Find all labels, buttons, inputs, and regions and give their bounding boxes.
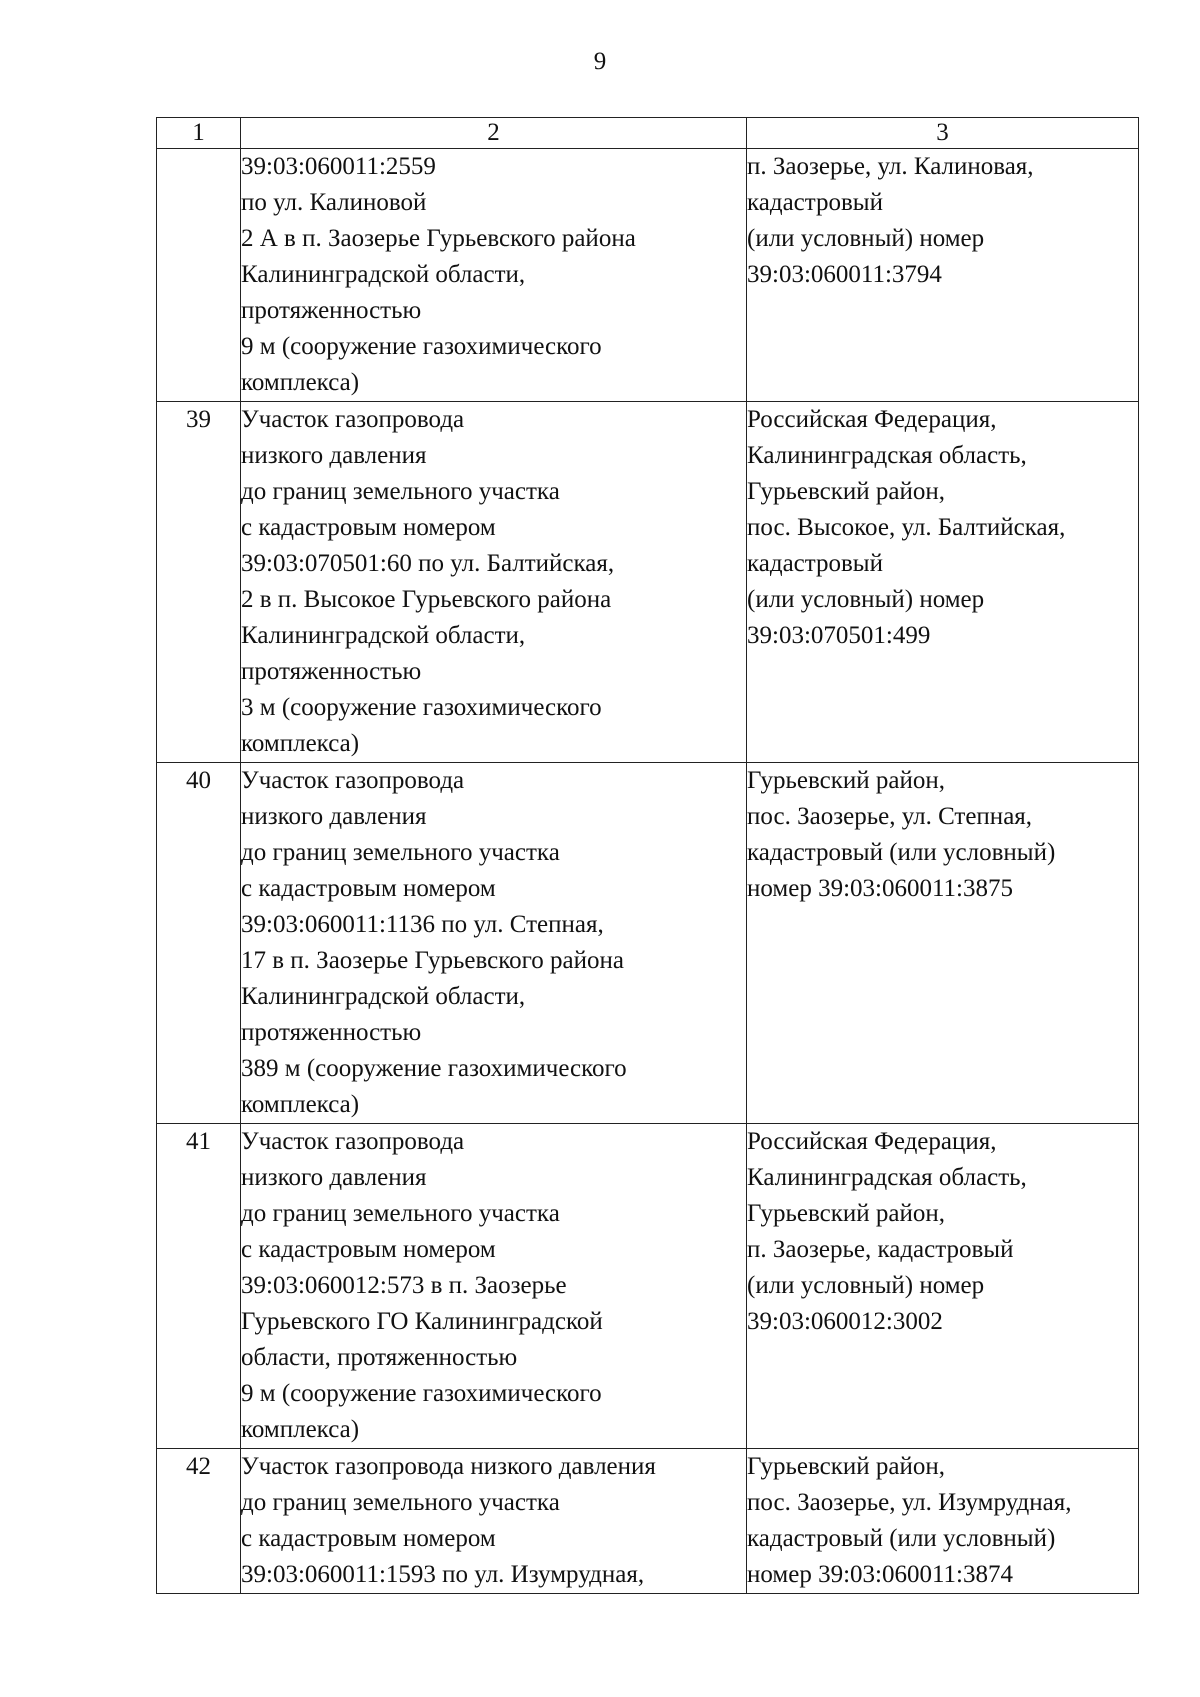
column-header-3: 3 xyxy=(747,118,1139,149)
object-description-line: с кадастровым номером xyxy=(241,875,496,902)
object-address xyxy=(747,1449,1139,1594)
object-address-line: кадастровый (или условный) xyxy=(747,1525,1056,1552)
object-address xyxy=(747,149,1139,402)
object-description-line: протяженностью xyxy=(241,297,422,324)
object-address-line: Гурьевский район, xyxy=(747,478,946,505)
object-description-line: 39:03:070501:60 по ул. Балтийская, xyxy=(241,550,615,577)
object-description-line: 2 в п. Высокое Гурьевского района xyxy=(241,586,612,613)
table-row xyxy=(157,763,1139,1124)
object-address-line: Российская Федерация, xyxy=(747,1128,997,1155)
object-address-line: (или условный) номер xyxy=(747,586,985,613)
object-address-line: Калининградская область, xyxy=(747,1164,1027,1191)
table-row xyxy=(157,402,1139,763)
object-address-line: (или условный) номер xyxy=(747,225,985,252)
row-number: 39 xyxy=(157,402,241,763)
object-address-line: Гурьевский район, xyxy=(747,767,946,794)
object-description-line: области, протяженностью xyxy=(241,1344,518,1371)
object-address-line: кадастровый xyxy=(747,550,883,577)
object-description xyxy=(241,763,747,1124)
object-address xyxy=(747,1124,1139,1449)
object-description-line: до границ земельного участка xyxy=(241,1489,560,1516)
row-number: 42 xyxy=(157,1449,241,1594)
table-row xyxy=(157,1449,1139,1594)
object-description-line: 389 м (сооружение газохимического xyxy=(241,1055,627,1082)
object-address-line: номер 39:03:060011:3874 xyxy=(747,1561,1013,1588)
object-description-line: 39:03:060011:1136 по ул. Степная, xyxy=(241,911,604,938)
object-description-line: протяженностью xyxy=(241,1019,422,1046)
object-address-line: пос. Заозерье, ул. Изумрудная, xyxy=(747,1489,1072,1516)
object-address-line: кадастровый (или условный) xyxy=(747,839,1056,866)
row-number: 41 xyxy=(157,1124,241,1449)
object-description-line: Участок газопровода низкого давления xyxy=(241,1453,656,1480)
table-body xyxy=(157,149,1139,1594)
object-description-line: Участок газопровода xyxy=(241,406,465,433)
object-description-line: Участок газопровода xyxy=(241,767,465,794)
object-address-line: 39:03:070501:499 xyxy=(747,622,931,649)
object-description-line: 39:03:060012:573 в п. Заозерье xyxy=(241,1272,567,1299)
object-description-line: комплекса) xyxy=(241,730,360,757)
object-address-line: пос. Высокое, ул. Балтийская, xyxy=(747,514,1066,541)
object-description-line: протяженностью xyxy=(241,658,422,685)
column-header-1: 1 xyxy=(157,118,241,149)
object-address-line: Российская Федерация, xyxy=(747,406,997,433)
row-number xyxy=(157,149,241,402)
object-description-line: Калининградской области, xyxy=(241,983,526,1010)
object-description-line: 9 м (сооружение газохимического xyxy=(241,333,602,360)
object-address-line: (или условный) номер xyxy=(747,1272,985,1299)
object-address-line: 39:03:060012:3002 xyxy=(747,1308,943,1335)
object-description-line: 39:03:060011:2559 xyxy=(241,153,436,180)
row-number: 40 xyxy=(157,763,241,1124)
page-number: 9 xyxy=(593,48,607,75)
object-description-line: по ул. Калиновой xyxy=(241,189,427,216)
object-description-line: с кадастровым номером xyxy=(241,1236,496,1263)
object-address xyxy=(747,402,1139,763)
object-address-line: Гурьевский район, xyxy=(747,1200,946,1227)
object-description xyxy=(241,149,747,402)
objects-table xyxy=(156,117,1139,1594)
object-address-line: п. Заозерье, кадастровый xyxy=(747,1236,1014,1263)
object-description xyxy=(241,1124,747,1449)
object-description-line: до границ земельного участка xyxy=(241,478,560,505)
object-description-line: Калининградской области, xyxy=(241,261,526,288)
object-address-line: Гурьевский район, xyxy=(747,1453,946,1480)
object-address-line: Калининградская область, xyxy=(747,442,1027,469)
object-description-line: до границ земельного участка xyxy=(241,1200,560,1227)
object-description-line: 9 м (сооружение газохимического xyxy=(241,1380,602,1407)
object-description-line: с кадастровым номером xyxy=(241,514,496,541)
object-address-line: номер 39:03:060011:3875 xyxy=(747,875,1013,902)
table-header-row xyxy=(157,118,1139,149)
object-description-line: Гурьевского ГО Калининградской xyxy=(241,1308,603,1335)
table-row xyxy=(157,149,1139,402)
object-description xyxy=(241,1449,747,1594)
object-description-line: низкого давления xyxy=(241,803,427,830)
object-address-line: пос. Заозерье, ул. Степная, xyxy=(747,803,1033,830)
object-description-line: 17 в п. Заозерье Гурьевского района xyxy=(241,947,624,974)
object-description-line: низкого давления xyxy=(241,442,427,469)
table-row xyxy=(157,1124,1139,1449)
object-address-line: кадастровый xyxy=(747,189,883,216)
object-description-line: 39:03:060011:1593 по ул. Изумрудная, xyxy=(241,1561,645,1588)
object-address xyxy=(747,763,1139,1124)
object-description-line: до границ земельного участка xyxy=(241,839,560,866)
object-description-line: 2 А в п. Заозерье Гурьевского района xyxy=(241,225,636,252)
object-description-line: комплекса) xyxy=(241,369,360,396)
object-description-line: Участок газопровода xyxy=(241,1128,465,1155)
object-description-line: Калининградской области, xyxy=(241,622,526,649)
object-description-line: с кадастровым номером xyxy=(241,1525,496,1552)
object-description-line: комплекса) xyxy=(241,1091,360,1118)
object-description-line: низкого давления xyxy=(241,1164,427,1191)
object-description-line: 3 м (сооружение газохимического xyxy=(241,694,602,721)
column-header-2: 2 xyxy=(241,118,747,149)
object-address-line: 39:03:060011:3794 xyxy=(747,261,942,288)
object-description xyxy=(241,402,747,763)
object-address-line: п. Заозерье, ул. Калиновая, xyxy=(747,153,1034,180)
object-description-line: комплекса) xyxy=(241,1416,360,1443)
